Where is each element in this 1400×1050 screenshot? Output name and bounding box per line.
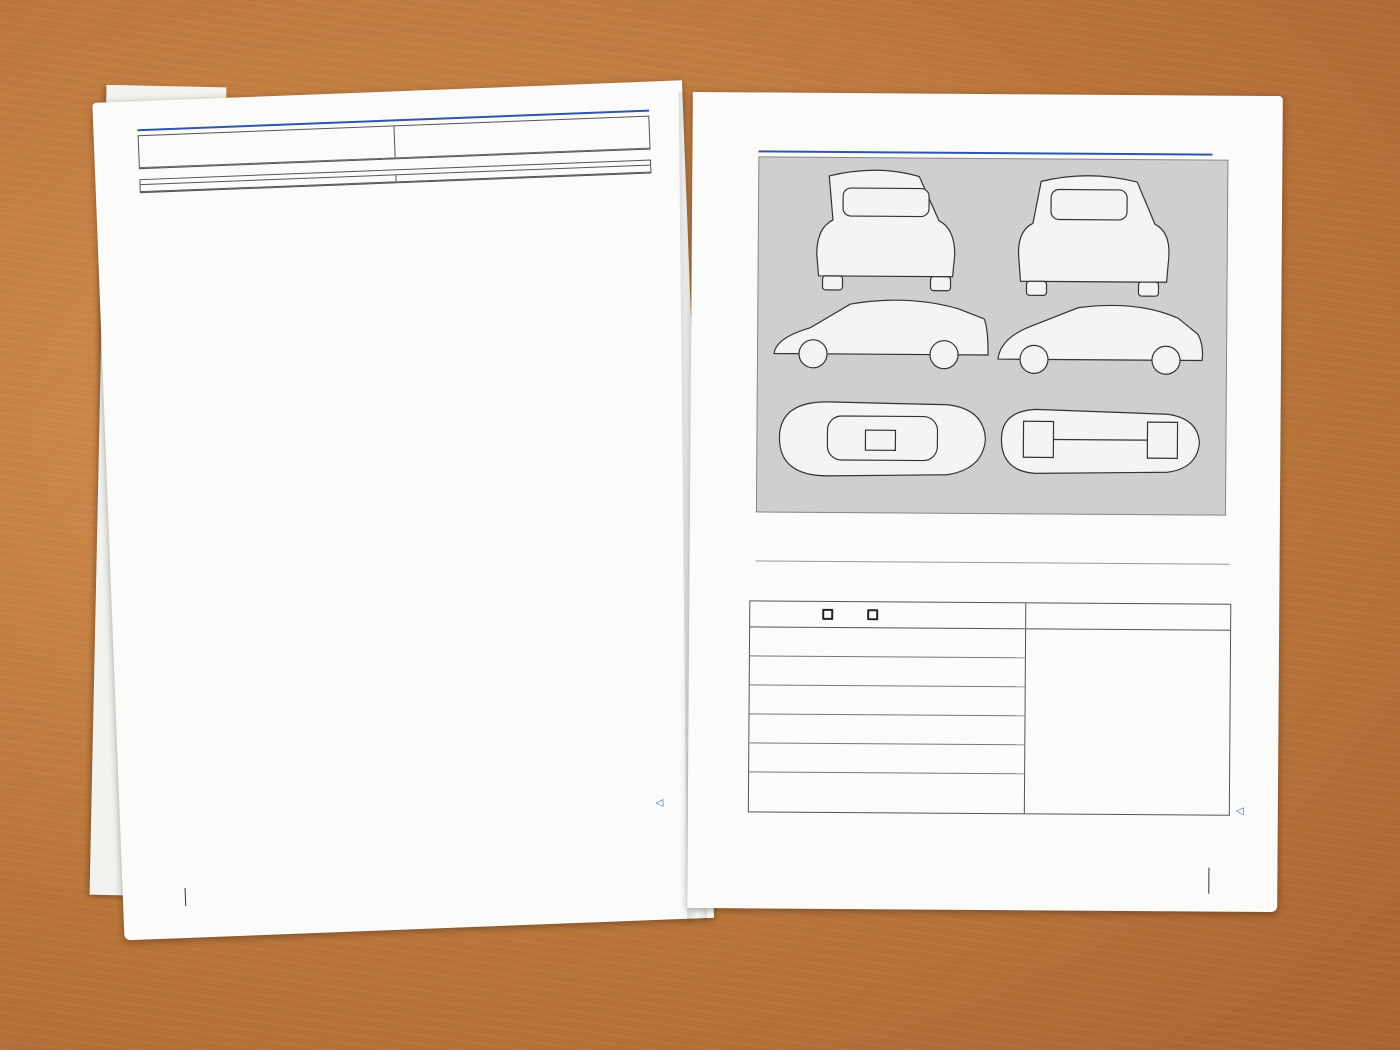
left-footer bbox=[175, 888, 197, 907]
description-lines bbox=[749, 627, 1026, 813]
left-page-number bbox=[175, 888, 176, 906]
extra-work-header bbox=[394, 117, 650, 159]
right-footer bbox=[1194, 867, 1223, 893]
description-label bbox=[750, 627, 1025, 658]
performed-column bbox=[139, 126, 395, 168]
service-record bbox=[137, 108, 651, 194]
yes-checkbox[interactable] bbox=[822, 609, 833, 620]
description-line[interactable] bbox=[750, 685, 1025, 716]
description-line[interactable] bbox=[749, 772, 1024, 803]
left-page bbox=[92, 80, 714, 940]
footer-divider bbox=[185, 888, 187, 906]
defects-box bbox=[748, 600, 1231, 815]
car-outlines-svg bbox=[757, 157, 1229, 516]
damage-symbols bbox=[756, 557, 1230, 564]
defects-question-row bbox=[750, 601, 1026, 628]
car-diagram bbox=[756, 156, 1228, 515]
continue-arrow-icon: ◁ bbox=[655, 797, 664, 809]
description-line[interactable] bbox=[749, 743, 1024, 774]
footer-divider bbox=[1208, 868, 1209, 894]
extra-work-column bbox=[393, 117, 650, 159]
right-page bbox=[687, 92, 1283, 912]
performed-header bbox=[139, 126, 395, 168]
title-rule bbox=[758, 150, 1212, 155]
figure-caption bbox=[752, 520, 758, 531]
description-line[interactable] bbox=[749, 714, 1024, 745]
description-line[interactable] bbox=[750, 656, 1025, 687]
no-checkbox[interactable] bbox=[867, 609, 878, 620]
continue-arrow-icon: ◁ bbox=[1235, 805, 1244, 817]
stamp-area bbox=[1025, 629, 1230, 814]
left-footer-label bbox=[196, 888, 197, 906]
service-form bbox=[138, 116, 651, 170]
